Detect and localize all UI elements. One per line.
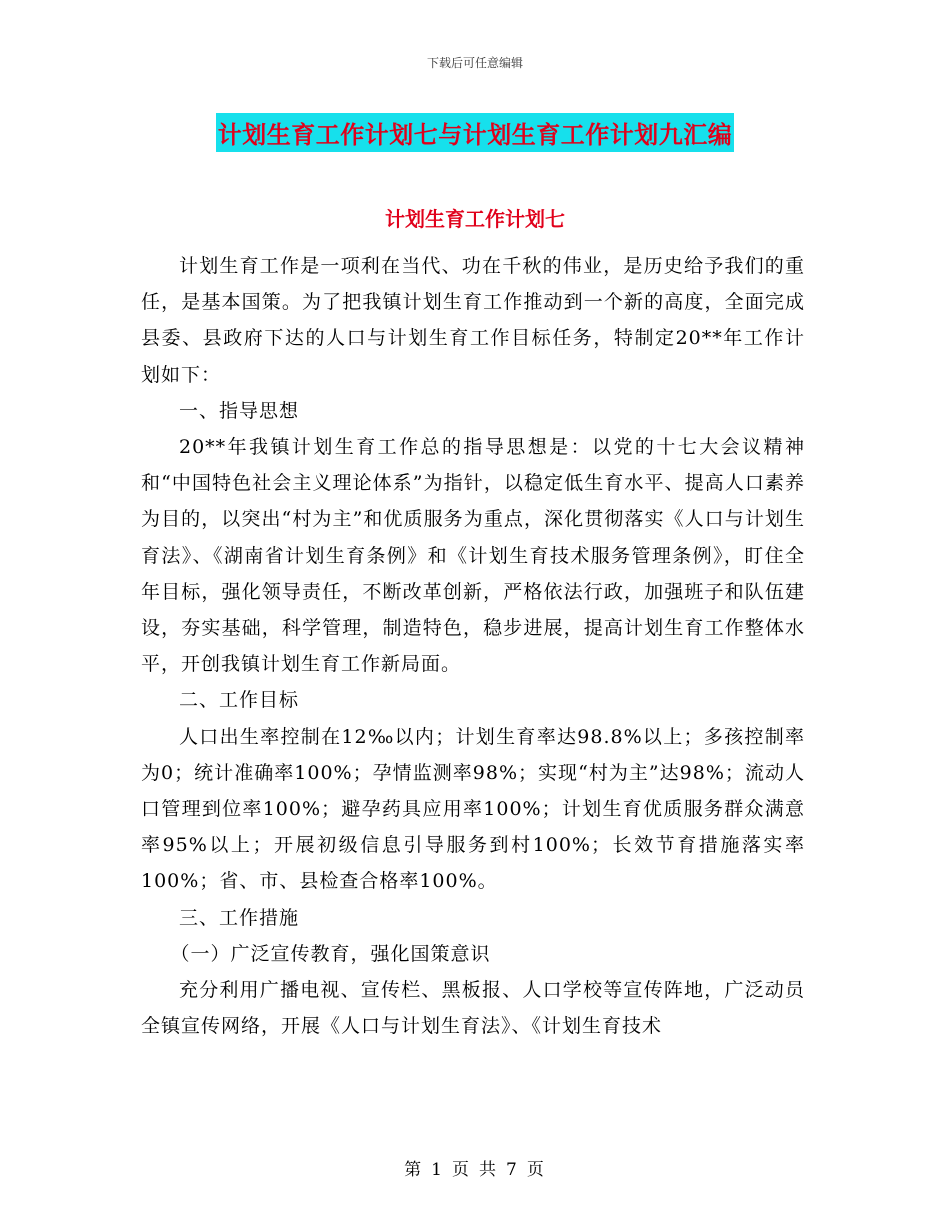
document-title-container [0, 113, 950, 152]
document-body [141, 248, 805, 1044]
page-current: 1 [431, 1160, 444, 1180]
page-footer [0, 1155, 950, 1180]
heading-work-goals: 二、工作目标 [179, 689, 300, 712]
paragraph-intro: 计划生育工作是一项利在当代、功在千秋的伟业，是历史给予我们的重任，是基本国策。为了把我镇计划生育工作推动到一个新的高度，全面完成县委、县政府下达的人口与计划生育工作目标任务，特制定20**年工作计划如下： [141, 255, 805, 386]
paragraph-guiding-thought: 20**年我镇计划生育工作总的指导思想是：以党的十七大会议精神和“中国特色社会主义理论体系”为指针，以稳定低生育水平、提高人口素养为目的，以突出“村为主”和优质服务为重点，深化贯彻落实《人口与计划生育法》、《湖南省计划生育条例》和《计划生育技术服务管理条例》，盯住全年目标，强化领导责任，不断改革创新，严格依法行政，加强班子和队伍建设，夯实基础，科学管理，制造特色，稳步进展，提高计划生育工作整体水平，开创我镇计划生育工作新局面。 [141, 436, 805, 676]
paragraph-work-goals: 人口出生率控制在12‰以内；计划生育率达98.8%以上；多孩控制率为0；统计准确率100%；孕情监测率98%；实现“村为主”达98%；流动人口管理到位率100%；避孕药具应用率100%；计划生育优质服务群众满意率95%以上；开展初级信息引导服务到村100%；长效节育措施落实率100%；省、市、县检查合格率100%。 [141, 725, 805, 893]
paragraph-publicity: 充分利用广播电视、宣传栏、黑板报、人口学校等宣传阵地，广泛动员全镇宣传网络，开展《人口与计划生育法》、《计划生育技术 [141, 979, 805, 1038]
page-label: 共 [479, 1160, 498, 1180]
page-label: 页 [526, 1160, 546, 1180]
heading-work-measures: 三、工作措施 [179, 906, 300, 929]
section-title: 计划生育工作计划七 [385, 207, 565, 231]
header-note: 下载后可任意编辑 [426, 56, 523, 70]
page-total: 7 [506, 1160, 519, 1180]
document-title: 计划生育工作计划七与计划生育工作计划九汇编 [216, 113, 735, 152]
page-label: 第 [404, 1160, 424, 1180]
subheading-publicity: （一）广泛宣传教育，强化国策意识 [170, 942, 491, 965]
page-label: 页 [452, 1160, 471, 1180]
heading-guiding-thought: 一、指导思想 [179, 399, 300, 422]
